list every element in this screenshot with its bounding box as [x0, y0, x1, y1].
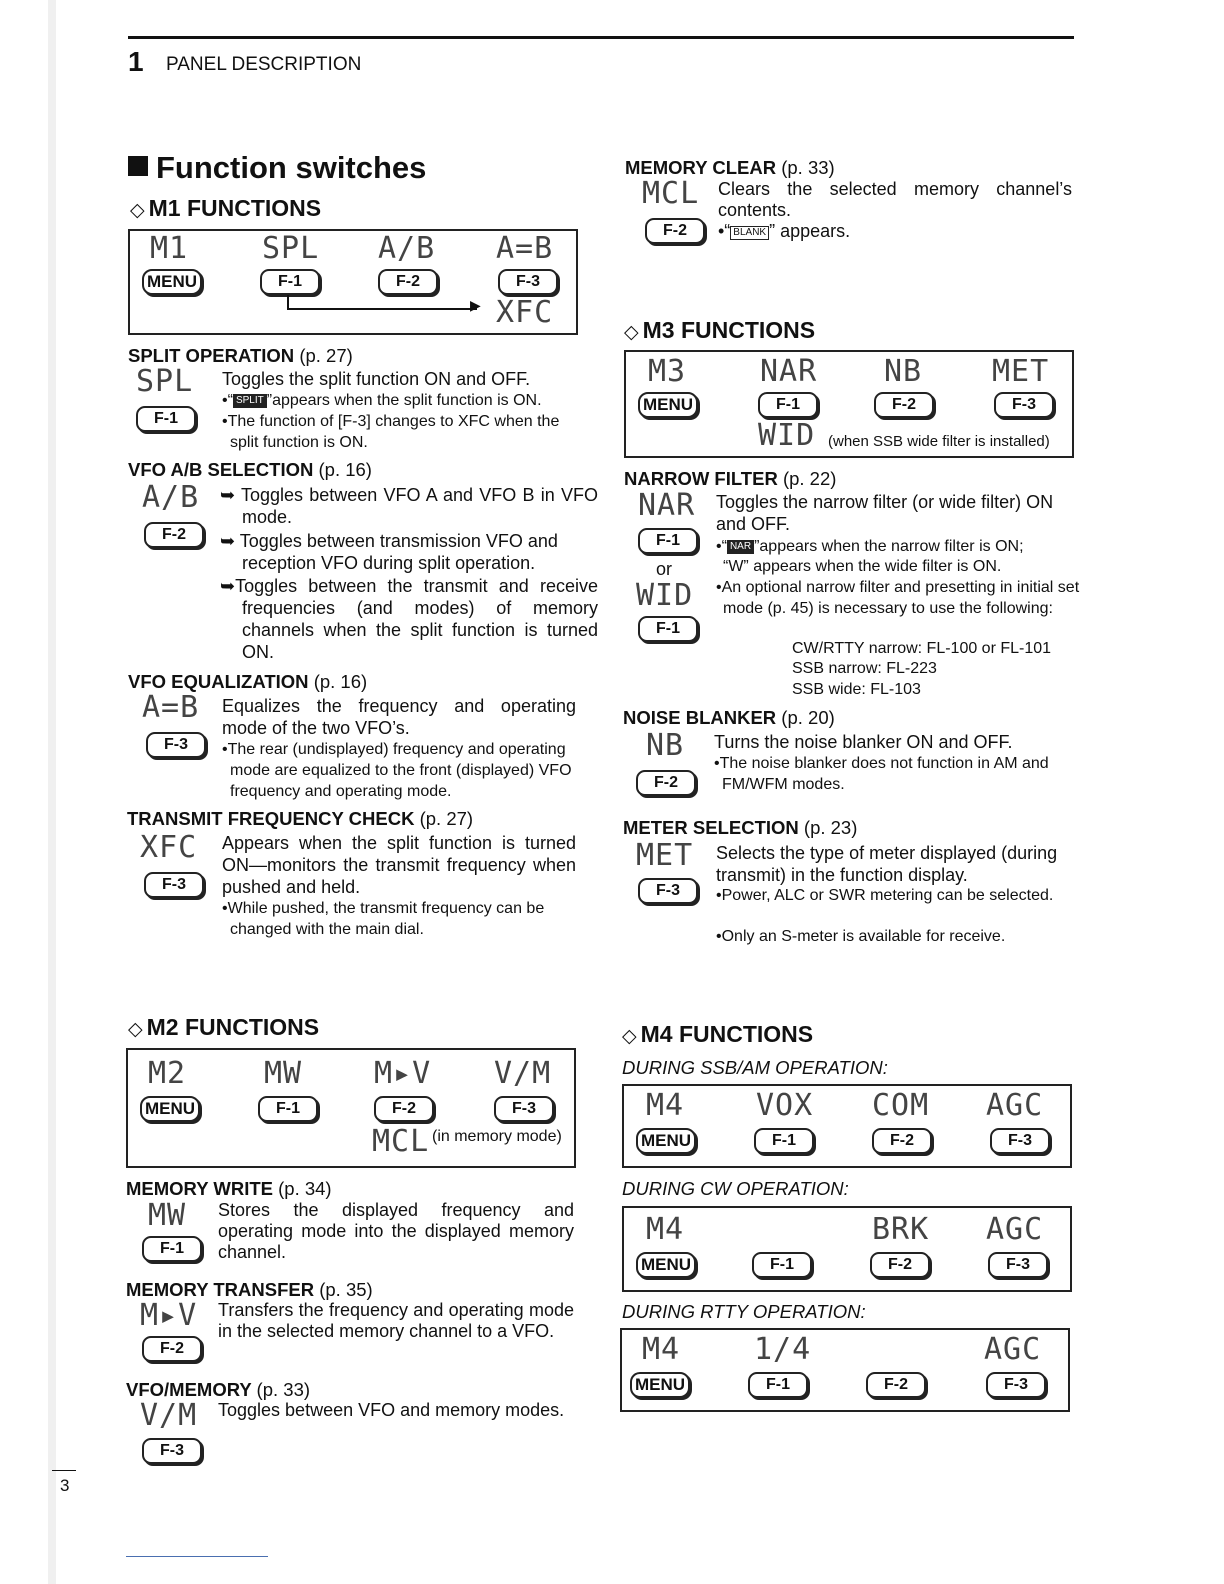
vfo-equalization-description: Equalizes the frequency and operating mode of the two VFO’s.	[222, 696, 576, 738]
narrow-filter-bullet-2: •An optional narrow filter and presetting in initial set mode (p. 45) is necessary to use the following:	[716, 579, 1080, 617]
lcd-mw: MW	[148, 1198, 187, 1233]
noise-blanker-description: Turns the noise blanker ON and OFF.	[714, 732, 1013, 752]
m2-heading: ◇ M2 FUNCTIONS	[128, 1014, 320, 1040]
f3-button[interactable]: F-3	[498, 269, 558, 295]
lcd-nb: NB	[646, 728, 685, 763]
f3-button[interactable]: F-3	[986, 1372, 1046, 1398]
lcd-wid: WID	[636, 578, 694, 613]
f2-button[interactable]: F-2	[144, 522, 204, 548]
lcd-brk: BRK	[872, 1212, 930, 1247]
lcd-m4: M4	[642, 1332, 681, 1367]
lcd-ab: A/B	[142, 480, 200, 515]
vfo-ab-bullet-2: ➥ Toggles between transmission VFO and reception VFO during split operation.	[220, 531, 558, 573]
f2-button[interactable]: F-2	[872, 1128, 932, 1154]
arrow-right-icon: ▶	[470, 297, 481, 313]
blank-indicator: BLANK	[730, 226, 769, 240]
f1-button[interactable]: F-1	[142, 1236, 202, 1262]
m4-heading: ◇ M4 FUNCTIONS	[622, 1021, 814, 1047]
lcd-agc: AGC	[984, 1332, 1042, 1367]
f3-button[interactable]: F-3	[494, 1096, 554, 1122]
m3-panel	[624, 350, 1074, 458]
f3-button[interactable]: F-3	[144, 872, 204, 898]
meter-selection-bullet-1: •Power, ALC or SWR metering can be selected.	[716, 887, 1054, 904]
chapter-title: PANEL DESCRIPTION	[166, 54, 362, 75]
split-indicator: SPLIT	[233, 394, 267, 408]
section-title: Function switches	[128, 150, 426, 186]
memory-transfer-heading: MEMORY TRANSFER (p. 35)	[126, 1279, 373, 1300]
f2-button[interactable]: F-2	[870, 1252, 930, 1278]
m4-rtty-panel	[620, 1328, 1070, 1412]
m1-heading: ◇ M1 FUNCTIONS	[130, 195, 322, 221]
split-description: Toggles the split function ON and OFF.	[222, 369, 531, 389]
f3-button[interactable]: F-3	[994, 392, 1054, 418]
filter-ssb-wide: SSB wide: FL-103	[792, 681, 921, 698]
footer-rule	[126, 1556, 268, 1557]
diamond-icon: ◇	[130, 200, 145, 221]
menu-button[interactable]: MENU	[636, 1128, 696, 1154]
noise-blanker-bullet: •The noise blanker does not function in AM and FM/WFM modes.	[714, 755, 1049, 793]
lcd-m2: M2	[148, 1056, 187, 1091]
f1-button[interactable]: F-1	[748, 1372, 808, 1398]
meter-selection-bullet-2: •Only an S-meter is available for receive.	[716, 928, 1006, 945]
vfo-equalization-heading: VFO EQUALIZATION (p. 16)	[128, 671, 368, 692]
lcd-a-equals-b: A=B	[496, 231, 554, 266]
lcd-nar: NAR	[638, 488, 696, 523]
lcd-m-to-v: M▸V	[140, 1298, 198, 1333]
lcd-wid: WID	[758, 418, 816, 453]
f2-button[interactable]: F-2	[374, 1096, 434, 1122]
ssb-am-caption: DURING SSB/AM OPERATION:	[622, 1057, 888, 1078]
memory-transfer-description: Transfers the frequency and operating mode in the selected memory channel to a VFO.	[218, 1300, 574, 1341]
lcd-mcl: MCL	[642, 176, 700, 211]
lcd-nar: NAR	[760, 354, 818, 389]
lcd-xfc: XFC	[496, 295, 554, 330]
wide-filter-note: (when SSB wide filter is installed)	[828, 433, 1050, 450]
lcd-m4: M4	[646, 1212, 685, 1247]
vfo-memory-description: Toggles between VFO and memory modes.	[218, 1400, 565, 1420]
f2-button[interactable]: F-2	[874, 392, 934, 418]
split-bullet-2: •The function of [F-3] changes to XFC when the split function is ON.	[222, 413, 560, 451]
lcd-agc: AGC	[986, 1212, 1044, 1247]
memory-mode-note: (in memory mode)	[432, 1128, 562, 1145]
f1-button[interactable]: F-1	[638, 616, 698, 642]
memory-write-heading: MEMORY WRITE (p. 34)	[126, 1178, 332, 1199]
lcd-ab: A/B	[378, 231, 436, 266]
meter-selection-description: Selects the type of meter displayed (during transmit) in the function display.	[716, 843, 1058, 885]
f1-button[interactable]: F-1	[260, 269, 320, 295]
transmit-frequency-check-heading: TRANSMIT FREQUENCY CHECK (p. 27)	[127, 808, 474, 829]
f2-button[interactable]: F-2	[636, 770, 696, 796]
lcd-nb: NB	[884, 354, 923, 389]
header-rule	[128, 36, 1074, 39]
page-margin-shade	[48, 0, 56, 1584]
vfo-ab-heading: VFO A/B SELECTION (p. 16)	[128, 459, 372, 480]
noise-blanker-heading: NOISE BLANKER (p. 20)	[623, 707, 835, 728]
lcd-mw: MW	[264, 1056, 303, 1091]
f3-button[interactable]: F-3	[146, 732, 206, 758]
lcd-met: MET	[636, 838, 694, 873]
cw-caption: DURING CW OPERATION:	[622, 1178, 849, 1199]
narrow-filter-heading: NARROW FILTER (p. 22)	[624, 468, 837, 489]
f3-button[interactable]: F-3	[142, 1438, 202, 1464]
arrow-line	[287, 295, 289, 309]
lcd-a-equals-b: A=B	[142, 690, 200, 725]
split-bullet-1: •“ SPLIT ”appears when the split function is ON.	[222, 392, 542, 409]
vfo-memory-heading: VFO/MEMORY (p. 33)	[126, 1379, 311, 1400]
lcd-m4: M4	[646, 1088, 685, 1123]
split-operation-heading: SPLIT OPERATION (p. 27)	[128, 345, 353, 366]
f3-button[interactable]: F-3	[988, 1252, 1048, 1278]
f3-button[interactable]: F-3	[638, 878, 698, 904]
page-number-rule	[52, 1470, 76, 1471]
m1-panel	[128, 229, 578, 335]
diamond-icon: ◇	[128, 1019, 143, 1040]
menu-button[interactable]: MENU	[630, 1372, 690, 1398]
diamond-icon: ◇	[622, 1026, 637, 1047]
diamond-icon: ◇	[624, 322, 639, 343]
menu-button[interactable]: MENU	[636, 1252, 696, 1278]
memory-write-description: Stores the displayed frequency and operating mode into the displayed memory channel.	[218, 1200, 574, 1262]
memory-clear-bullet: •“ BLANK ” appears.	[718, 221, 851, 241]
lcd-one-quarter: 1/4	[754, 1332, 812, 1367]
f1-button[interactable]: F-1	[258, 1096, 318, 1122]
lcd-com: COM	[872, 1088, 930, 1123]
arrow-line	[287, 308, 477, 310]
lcd-m1: M1	[150, 231, 189, 266]
m4-ssb-panel	[622, 1084, 1072, 1168]
m2-panel	[126, 1048, 576, 1168]
lcd-m-to-v: M▸V	[374, 1056, 432, 1091]
f2-button[interactable]: F-2	[378, 269, 438, 295]
square-bullet-icon	[128, 156, 148, 176]
f1-button[interactable]: F-1	[136, 406, 196, 432]
xfc-bullet: •While pushed, the transmit frequency can be changed with the main dial.	[222, 900, 545, 938]
menu-button[interactable]: MENU	[142, 269, 202, 295]
f2-button[interactable]: F-2	[866, 1372, 926, 1398]
narrow-filter-bullet-1-cont: “W” appears when the wide filter is ON.	[723, 558, 1002, 575]
filter-ssb-narrow: SSB narrow: FL-223	[792, 660, 937, 677]
lcd-agc: AGC	[986, 1088, 1044, 1123]
narrow-filter-description: Toggles the narrow filter (or wide filter) ON and OFF.	[716, 492, 1054, 534]
page-number: 3	[60, 1476, 70, 1495]
menu-button[interactable]: MENU	[638, 392, 698, 418]
f1-button[interactable]: F-1	[752, 1252, 812, 1278]
m3-heading: ◇ M3 FUNCTIONS	[624, 317, 816, 343]
filter-cw-rtty: CW/RTTY narrow: FL-100 or FL-101	[792, 640, 1052, 657]
memory-clear-description: Clears the selected memory channel’s contents.	[718, 179, 1072, 220]
lcd-vm: V/M	[140, 1398, 198, 1433]
f3-button[interactable]: F-3	[990, 1128, 1050, 1154]
narrow-filter-bullet-1: •“ NAR ”appears when the narrow filter is ON;	[716, 538, 1024, 555]
f2-button[interactable]: F-2	[645, 218, 705, 244]
nar-indicator: NAR	[727, 540, 754, 554]
rtty-caption: DURING RTTY OPERATION:	[622, 1301, 866, 1322]
lcd-vm: V/M	[494, 1056, 552, 1091]
vfo-equalization-bullet: •The rear (undisplayed) frequency and operating mode are equalized to the front (displayed) VFO frequency and operating mode.	[222, 741, 572, 800]
lcd-xfc: XFC	[140, 830, 198, 865]
f1-button[interactable]: F-1	[758, 392, 818, 418]
lcd-m3: M3	[648, 354, 687, 389]
xfc-description: Appears when the split function is turned ON—monitors the transmit frequency when pushed and held.	[222, 833, 576, 897]
meter-selection-heading: METER SELECTION (p. 23)	[623, 817, 858, 838]
vfo-ab-bullet-3: ➥Toggles between the transmit and receive frequencies (and modes) of memory channels when the split function is turned ON.	[220, 576, 598, 662]
lcd-mcl: MCL	[372, 1124, 430, 1159]
m4-cw-panel	[622, 1206, 1072, 1292]
chapter-number: 1	[128, 46, 144, 77]
vfo-ab-bullet-1: ➥ Toggles between VFO A and VFO B in VFO mode.	[220, 485, 598, 527]
lcd-vox: VOX	[756, 1088, 814, 1123]
f2-button[interactable]: F-2	[142, 1336, 202, 1362]
menu-button[interactable]: MENU	[140, 1096, 200, 1122]
memory-clear-heading: MEMORY CLEAR (p. 33)	[625, 157, 835, 178]
f1-button[interactable]: F-1	[638, 528, 698, 554]
or-label: or	[656, 559, 673, 579]
lcd-spl: SPL	[136, 364, 194, 399]
lcd-spl: SPL	[262, 231, 320, 266]
lcd-met: MET	[992, 354, 1050, 389]
f1-button[interactable]: F-1	[754, 1128, 814, 1154]
